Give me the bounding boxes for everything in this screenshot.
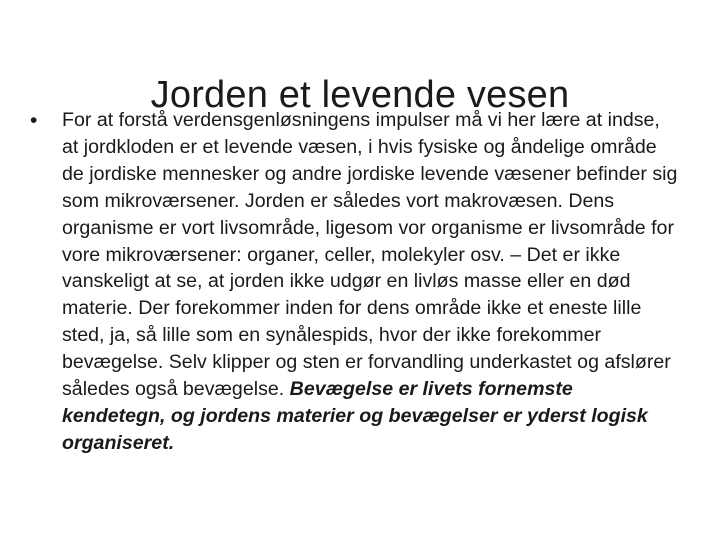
bullet-dot-icon: • (30, 109, 38, 132)
slide-content (30, 107, 680, 457)
paragraph-plain-text: For at forstå verdensgenløsningens impulser må vi her lære at indse, at jordkloden er et levende væsen, i hvis fysiske og åndelige område de jordiske mennesker og andre jordiske levende væsener befinder sig som mikroværsener. Jorden er således vort makrovæsen. Dens organisme er vort livsområde, ligesom vor organisme er livsområde for vore mikroværsener: organer, celler, molekyler osv. – Det er ikke vanskeligt at se, at jorden ikke udgør en livløs masse eller en død materie. Der forekommer inden for dens område ikke et eneste lille sted, ja, så lille som en synålespids, hvor der ikke forekommer bevægelse. Selv klipper og sten er forvandling underkastet og afslører således også bevægelse. (62, 109, 678, 401)
slide-title: Jorden et levende vesen (150, 74, 570, 117)
bullet-paragraph (62, 107, 680, 457)
paragraph-emphasis-text: Bevægelse er livets fornemste kendetegn, og jordens materier og bevægelser er yderst logisk organiseret. (62, 378, 648, 454)
bullet-item (30, 107, 680, 457)
